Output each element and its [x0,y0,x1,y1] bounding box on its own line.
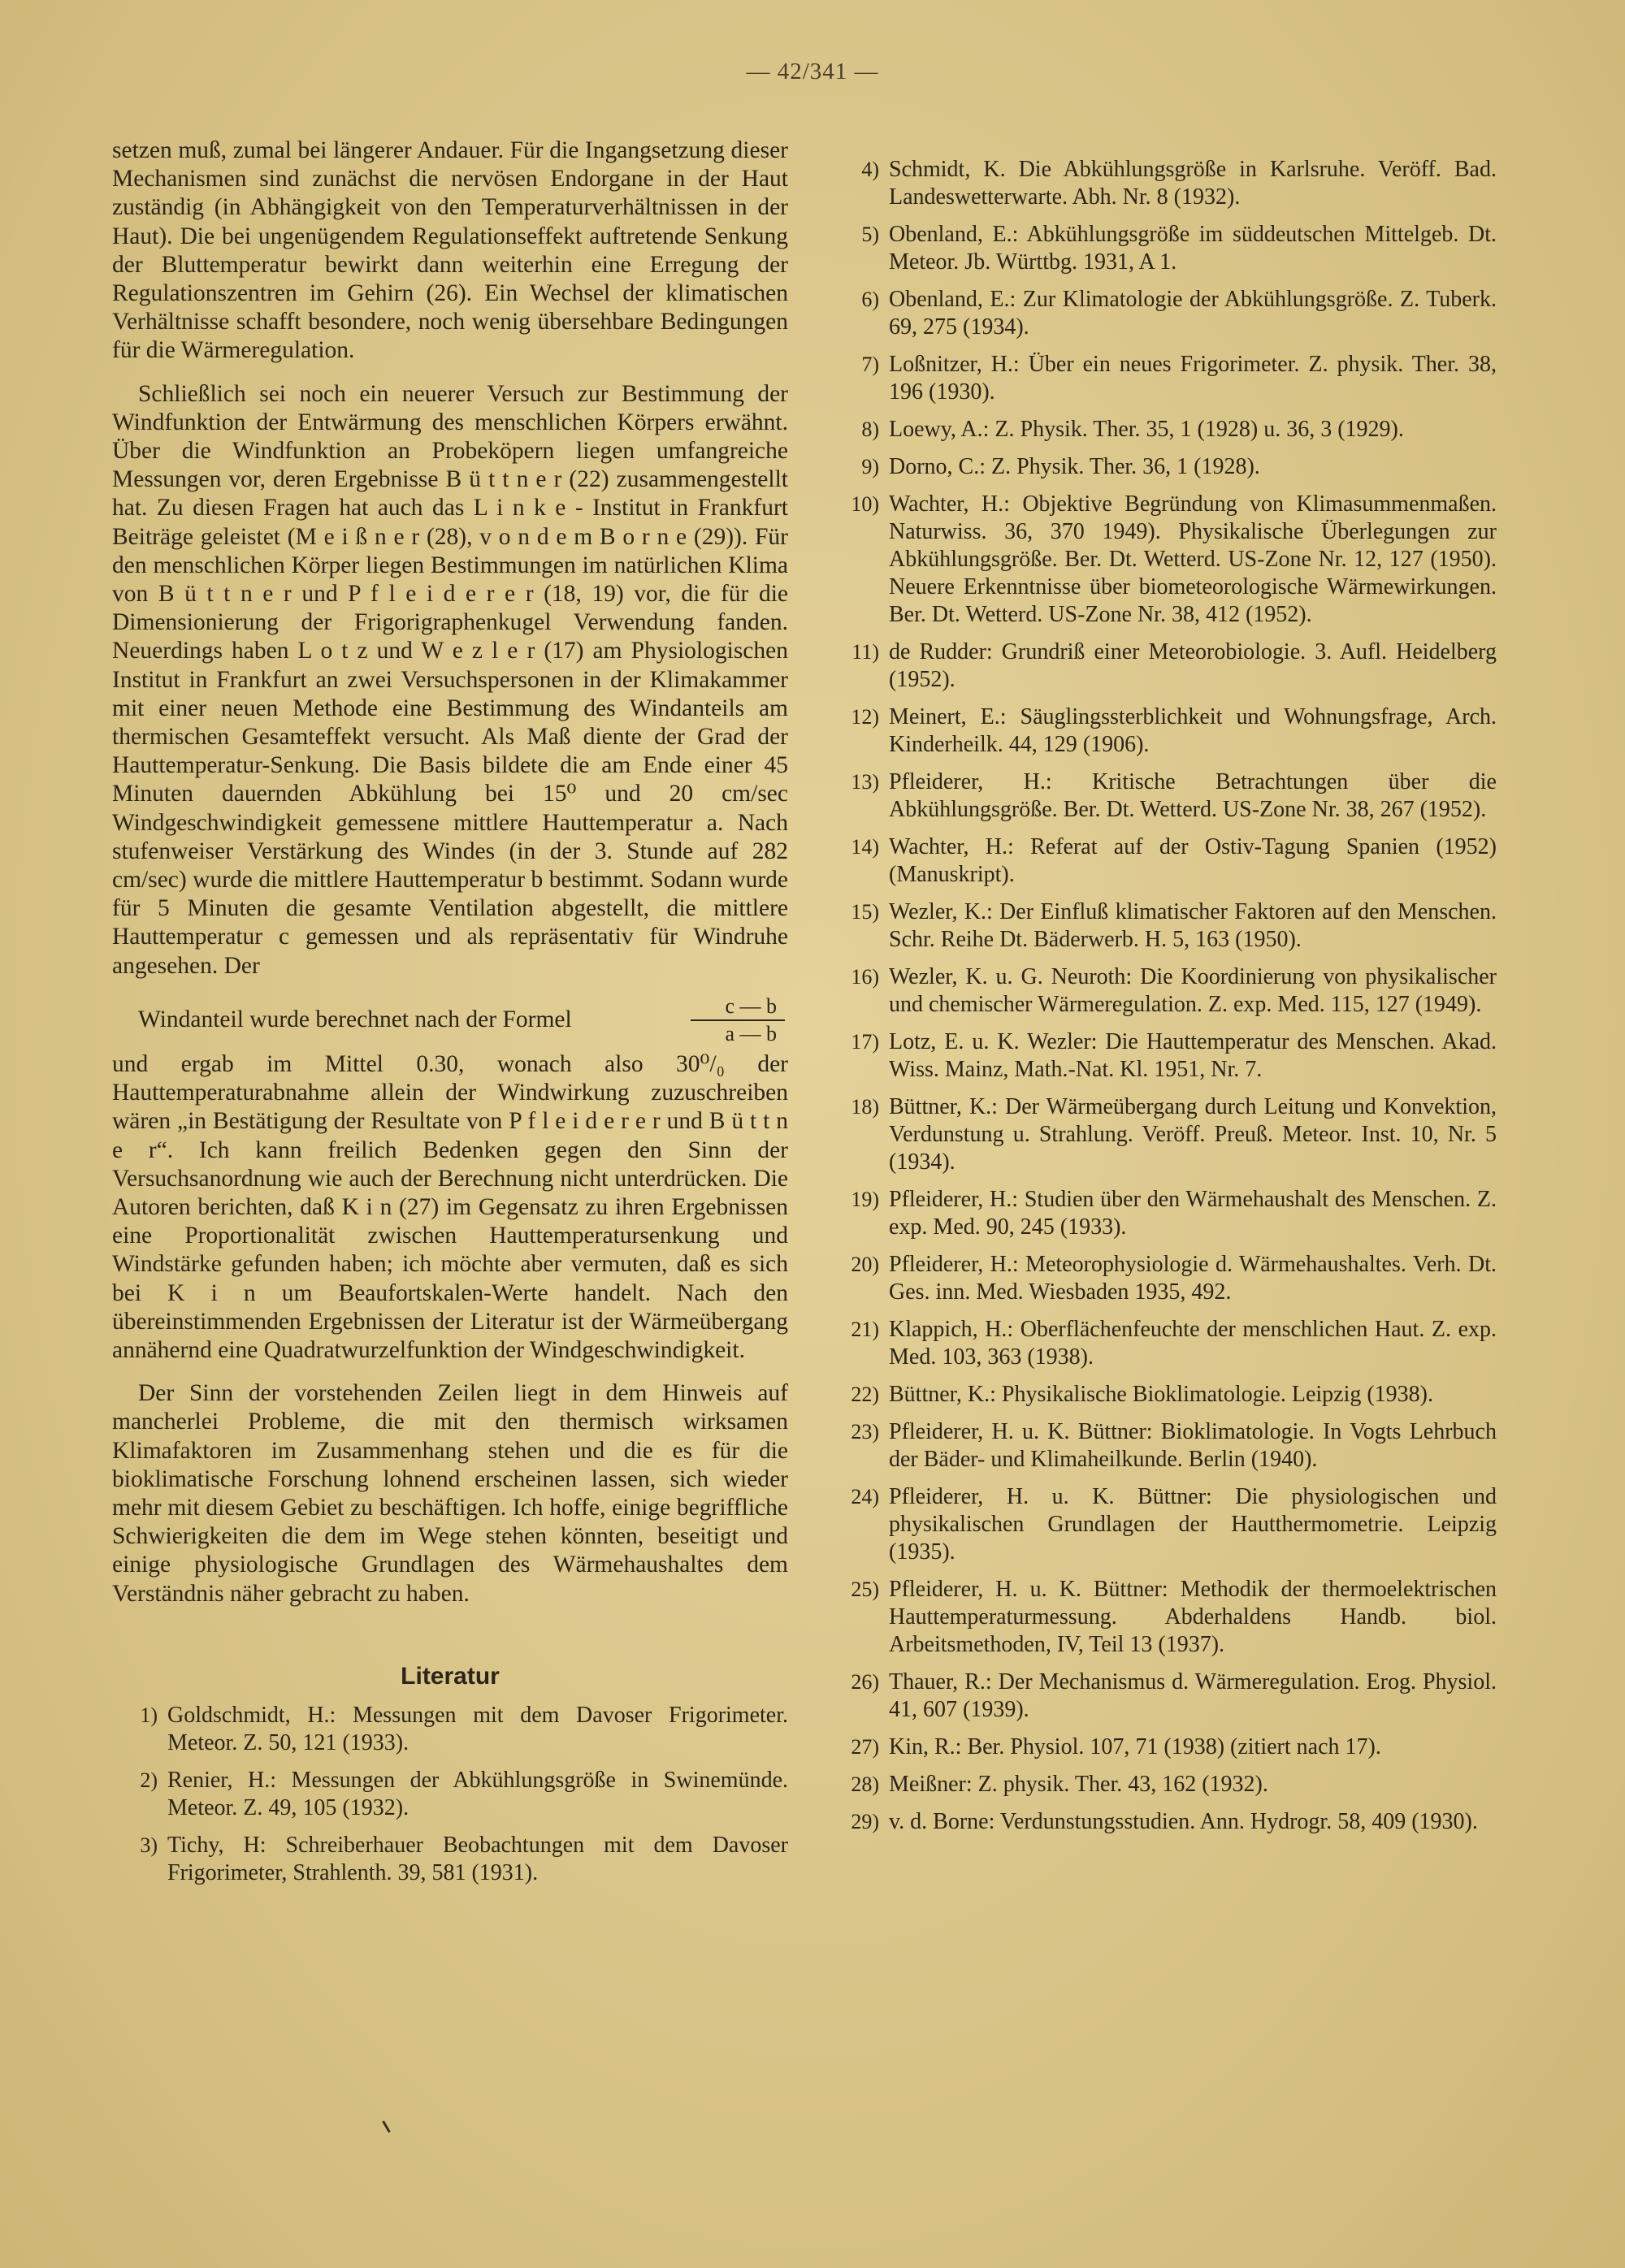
paragraph-2: Schließlich sei noch ein neuerer Versuch zur Bestimmung der Windfunktion der Entwärmung des menschlichen Körpers erwähnt. Über die Windfunktion an Probeköpern liegen umfangreiche Messungen vor, deren Ergebnisse B ü t t n e r (22) zusammengestellt hat. Zu diesen Fragen hat auch das L i n k e - Institut in Frankfurt Beiträge geleistet (M e i ß n e r (28), v o n d e m B o r n e (29)). Für den menschlichen Körper liegen Bestimmungen im natürlichen Klima von B ü t t n e r und P f l e i d e r e r (18, 19) vor, die für die Dimensionierung der Frigorigraphenkugel Verwendung fanden. Neuerdings haben L o t z und W e z l e r (17) am Physiologischen Institut in Frankfurt an zwei Versuchspersonen in der Klimakammer mit einer neuen Methode eine Bestimmung des Windanteils am thermischen Gesamteffekt versucht. Als Maß diente der Grad der Hauttemperatur-Senkung. Die Basis bildete die am Ende einer 45 Minuten dauernden Abkühlung bei 15⁰ und 20 cm/sec Windgeschwindigkeit gemessene mittlere Hauttemperatur a. Nach stufenweiser Verstärkung des Windes (in der 3. Stunde auf 282 cm/sec) wurde die mittlere Hauttemperatur b bestimmt. Sodann wurde für 5 Minuten die gesamte Ventilation abgestellt, die mittlere Hauttemperatur c gemessen und als repräsentativ für Windruhe angesehen. Der [112,380,788,979]
paragraph-2-continuation: und ergab im Mittel 0.30, wonach also 30⁰/₀ der Hauttemperaturabnahme allein der Windwirkung zuzuschreiben wären „in Bestätigung der Resultate von P f l e i d e r e r und B ü t t n e r“. Ich kann freilich Bedenken gegen den Sinn der Versuchsanordnung wie auch der Berechnung nicht unterdrücken. Die Autoren berichten, daß K i n (27) im Gegensatz zu ihren Ergebnissen eine Proportionalität zwischen Hauttemperatursenkung und Windstärke gefunden haben; ich möchte aber vermuten, daß es sich bei K i n um Beaufortskalen-Werte handelt. Nach den übereinstimmenden Ergebnissen der Literatur ist der Wärmeübergang annähernd eine Quadratwurzelfunktion der Windgeschwindigkeit. [112,1050,788,1363]
reference-item [822,1028,1497,1084]
reference-text: Meißner: Z. physik. Ther. 43, 162 (1932). [889,1772,1268,1797]
reference-text: Wachter, H.: Referat auf der Ostiv-Tagung Spanien (1952) (Manuskript). [889,834,1497,887]
reference-number: 17) [851,1030,879,1054]
reference-number: 9) [861,455,879,478]
reference-item [822,833,1497,889]
reference-text: Büttner, K.: Der Wärmeübergang durch Leitung und Konvektion, Verdunstung u. Strahlung. Veröff. Preuß. Meteor. Inst. 10, Nr. 5 (1934). [889,1094,1497,1175]
reference-item [822,1808,1497,1836]
reference-text: Obenland, E.: Zur Klimatologie der Abkühlungsgröße. Z. Tuberk. 69, 275 (1934). [889,287,1497,340]
reference-number: 5) [861,223,879,246]
reference-number: 20) [851,1253,879,1276]
reference-number: 6) [861,288,879,311]
reference-number: 2) [140,1768,158,1792]
reference-item [822,1186,1497,1241]
reference-text: de Rudder: Grundriß einer Meteorobiologie. 3. Aufl. Heidelberg (1952). [889,639,1497,692]
reference-text: Büttner, K.: Physikalische Bioklimatologie. Leipzig (1938). [889,1382,1434,1407]
reference-item [822,453,1497,481]
reference-item [822,351,1497,406]
reference-text: Meinert, E.: Säuglingssterblichkeit und Wohnungsfrage, Arch. Kinderheilk. 44, 129 (1906). [889,704,1497,757]
reference-item [822,221,1497,276]
reference-number: 23) [851,1420,879,1443]
reference-item [822,1669,1497,1724]
reference-text: Loßnitzer, H.: Über ein neues Frigorimeter. Z. physik. Ther. 38, 196 (1930). [889,352,1497,405]
reference-text: Pfleiderer, H. u. K. Büttner: Methodik der thermoelektrischen Hauttemperaturmessung. Abderhaldens Handb. biol. Arbeitsmethoden, IV, Teil 13 (1937). [889,1577,1497,1657]
reference-number: 8) [861,418,879,441]
reference-text: Wezler, K. u. G. Neuroth: Die Koordinierung von physikalischer und chemischer Wärmeregulation. Z. exp. Med. 115, 127 (1949). [889,964,1497,1017]
reference-number: 12) [851,705,879,729]
page-number-header: — 42/341 — [746,58,879,84]
reference-number: 25) [851,1578,879,1601]
reference-item [822,1316,1497,1371]
reference-number: 26) [851,1670,879,1694]
formula-denominator: a — b [725,1021,777,1045]
reference-item [822,1093,1497,1176]
reference-item [822,638,1497,694]
reference-text: Lotz, E. u. K. Wezler: Die Hauttemperatur des Menschen. Akad. Wiss. Mainz, Math.-Nat. Kl. 1951, Nr. 7. [889,1029,1497,1082]
paragraph-3: Der Sinn der vorstehenden Zeilen liegt in dem Hinweis auf mancherlei Probleme, die mit den thermisch wirksamen Klimafaktoren im Zusammenhang stehen und die es für die bioklimatische Forschung lohnend erscheinen lassen, sich wieder mehr mit diesem Gebiet zu beschäftigen. Ich hoffe, einige begriffliche Schwierigkeiten die dem im Wege stehen könnten, beseitigt und einige physiologische Grundlagen des Wärmehaushaltes dem Verständnis näher gebracht zu haben. [112,1380,788,1607]
reference-item [822,416,1497,444]
reference-item [822,703,1497,759]
reference-number: 28) [851,1772,879,1796]
reference-item [822,156,1497,211]
reference-item [822,1576,1497,1659]
reference-item [822,1251,1497,1306]
reference-text: Thauer, R.: Der Mechanismus d. Wärmeregulation. Erog. Physiol. 41, 607 (1939). [889,1669,1497,1722]
right-column [822,145,1497,1846]
reference-number: 15) [851,900,879,924]
reference-text: Pfleiderer, H. u. K. Büttner: Bioklimatologie. In Vogts Lehrbuch der Bäder- und Klimaheilkunde. Berlin (1940). [889,1419,1497,1472]
literature-heading: Literatur [401,1662,500,1690]
reference-item [112,1832,788,1887]
reference-item [822,1483,1497,1566]
reference-number: 13) [851,770,879,794]
reference-number: 22) [851,1383,879,1406]
reference-number: 3) [140,1833,158,1857]
reference-item [822,286,1497,341]
reference-number: 19) [851,1188,879,1211]
reference-number: 27) [851,1735,879,1759]
reference-text: Klappich, H.: Oberflächenfeuchte der menschlichen Haut. Z. exp. Med. 103, 363 (1938). [889,1317,1497,1370]
reference-text: Tichy, H: Schreiberhauer Beobachtungen mit dem Davoser Frigorimeter, Strahlenth. 39, 581 (1931). [167,1832,788,1885]
reference-text: Wachter, H.: Objektive Begründung von Klimasummenmaßen. Naturwiss. 36, 370 1949). Physikalische Überlegungen zur Abkühlungsgröße. Ber. Dt. Wetterd. US-Zone Nr. 12, 127 (1950). Neuere Erkenntnisse über biometeorologische Wärmewirkungen. Ber. Dt. Wetterd. US-Zone Nr. 38, 412 (1952). [889,491,1497,627]
reference-number: 29) [851,1810,879,1833]
left-column [112,136,788,1897]
reference-text: Schmidt, K. Die Abkühlungsgröße in Karlsruhe. Veröff. Bad. Landeswetterwarte. Abh. Nr. 8 (1932). [889,157,1497,210]
reference-item [822,1418,1497,1474]
reference-item [822,963,1497,1019]
formula-lead-text: Windanteil wurde berechnet nach der Formel [138,1006,572,1033]
reference-text: Pfleiderer, H.: Studien über den Wärmehaushalt des Menschen. Z. exp. Med. 90, 245 (1933). [889,1187,1497,1240]
reference-list-right [822,156,1497,1836]
formula-numerator: c — b [691,995,785,1021]
reference-number: 21) [851,1318,879,1341]
reference-number: 10) [851,492,879,516]
reference-number: 18) [851,1095,879,1119]
formula-line [112,995,788,1045]
reference-item [822,1733,1497,1761]
reference-item [822,1381,1497,1409]
reference-item [822,898,1497,954]
paragraph-1: setzen muß, zumal bei längerer Andauer. Für die Ingangsetzung dieser Mechanismen sind zunächst die nervösen Endorgane in der Haut zuständig (in Abhängigkeit von den Temperaturverhältnissen in der Haut). Die bei ungenügendem Regulationseffekt auftretende Senkung der Bluttemperatur bewirkt dann weiterhin eine Erregung der Regulationszentren im Gehirn (26). Ein Wechsel der klimatischen Verhältnisse schafft besondere, noch wenig übersehbare Bedingungen für die Wärmeregulation. [112,137,788,364]
reference-text: Kin, R.: Ber. Physiol. 107, 71 (1938) (zitiert nach 17). [889,1734,1381,1759]
reference-number: 14) [851,835,879,859]
reference-text: Obenland, E.: Abkühlungsgröße im süddeutschen Mittelgeb. Dt. Meteor. Jb. Württbg. 1931, A 1. [889,222,1497,275]
reference-text: Loewy, A.: Z. Physik. Ther. 35, 1 (1928) u. 36, 3 (1929). [889,417,1404,442]
reference-text: Pfleiderer, H.: Meteorophysiologie d. Wärmehaushaltes. Verh. Dt. Ges. inn. Med. Wiesbaden 1935, 492. [889,1252,1497,1305]
reference-number: 1) [140,1703,158,1727]
reference-text: Wezler, K.: Der Einfluß klimatischer Faktoren auf den Menschen. Schr. Reihe Dt. Bäderwerb. H. 5, 163 (1950). [889,899,1497,952]
reference-text: Dorno, C.: Z. Physik. Ther. 36, 1 (1928). [889,454,1260,479]
reference-text: Goldschmidt, H.: Messungen mit dem Davoser Frigorimeter. Meteor. Z. 50, 121 (1933). [167,1702,788,1755]
reference-number: 16) [851,965,879,989]
reference-item [822,1771,1497,1798]
reference-item [112,1702,788,1757]
reference-number: 4) [861,158,879,181]
reference-text: v. d. Borne: Verdunstungsstudien. Ann. Hydrogr. 58, 409 (1930). [889,1809,1478,1834]
reference-text: Renier, H.: Messungen der Abkühlungsgröße in Swinemünde. Meteor. Z. 49, 105 (1932). [167,1767,788,1820]
reference-number: 24) [851,1485,879,1508]
reference-text: Pfleiderer, H. u. K. Büttner: Die physiologischen und physikalischen Grundlagen der Hautthermometrie. Leipzig (1935). [889,1484,1497,1565]
reference-item [822,491,1497,629]
reference-item [822,768,1497,824]
reference-number: 11) [852,640,879,664]
reference-number: 7) [861,353,879,376]
reference-text: Pfleiderer, H.: Kritische Betrachtungen über die Abkühlungsgröße. Ber. Dt. Wetterd. US-Zone Nr. 38, 267 (1952). [889,769,1497,822]
reference-list-left [112,1702,788,1887]
stray-pen-mark [382,2120,391,2132]
reference-item [112,1767,788,1822]
formula-fraction [691,995,785,1045]
